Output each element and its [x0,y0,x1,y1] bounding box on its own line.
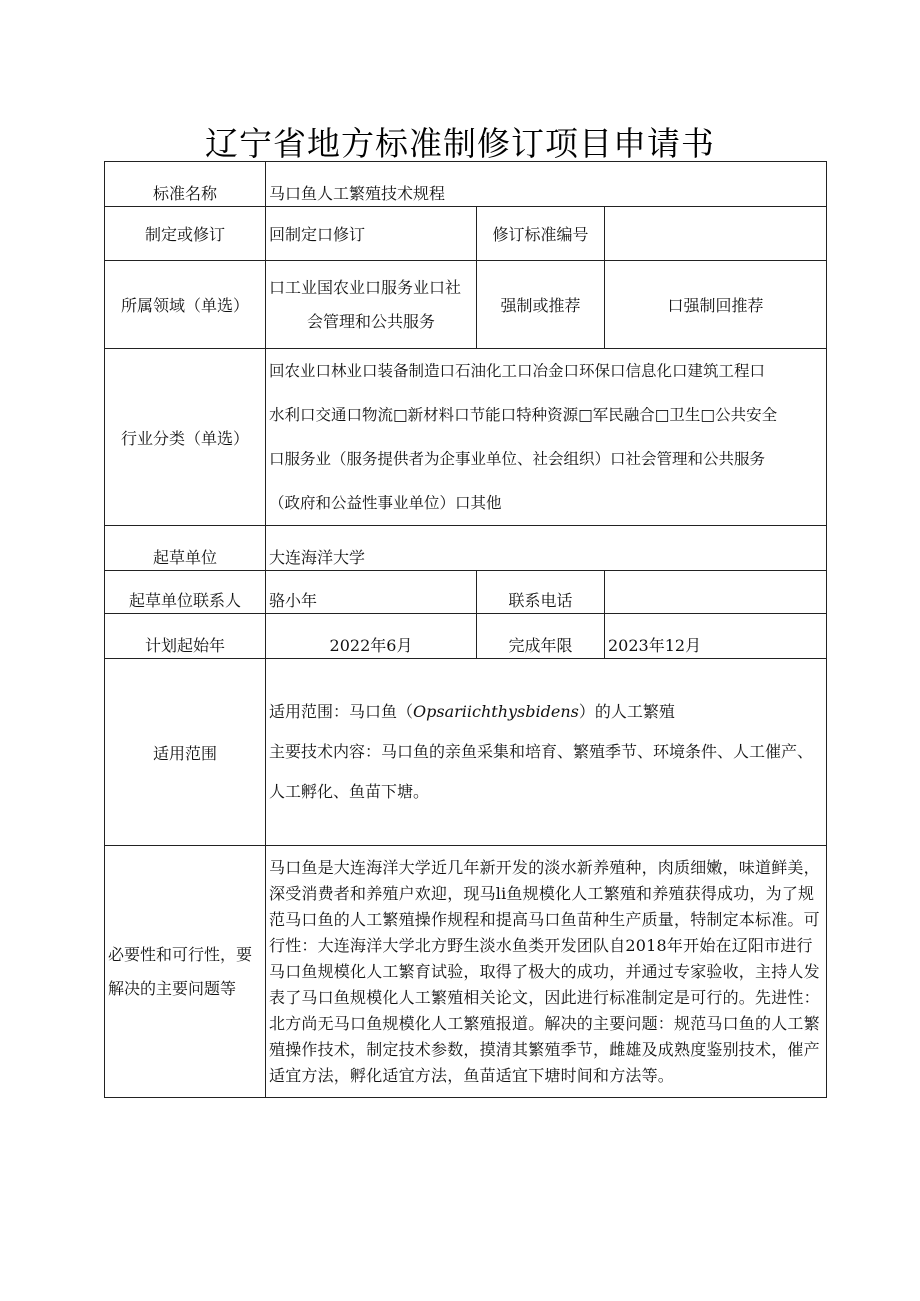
standard-name-value[interactable]: 马口鱼人工繁殖技术规程 [266,162,827,207]
scope-line-1-suffix: ）的人工繁殖 [578,702,675,721]
row-standard-name [105,162,827,207]
deadline-label: 完成年限 [477,614,605,659]
contact-label: 起草单位联系人 [105,571,266,614]
plan-start-label: 计划起始年 [105,614,266,659]
revise-number-label: 修订标准编号 [477,207,605,261]
industry-line-1: 回农业口林业口装备制造口石油化工口冶金口环保口信息化口建筑工程口 [269,362,766,380]
field-label: 所属领域（单选） [105,261,266,349]
scope-line-1 [269,692,823,732]
revise-number-value[interactable] [605,207,827,261]
scope-species-name: Opsariichthysbidens [413,702,579,721]
scope-line-1-prefix: 适用范围：马口鱼（ [269,702,414,721]
industry-label: 行业分类（单选） [105,349,266,526]
industry-options[interactable] [266,349,827,526]
plan-start-value[interactable]: 2022年6月 [266,614,477,659]
establish-or-revise-value[interactable]: 回制定口修订 [266,207,477,261]
contact-value[interactable]: 骆小年 [266,571,477,614]
mandatory-value[interactable]: 口强制回推荐 [605,261,827,349]
drafter-value[interactable]: 大连海洋大学 [266,526,827,571]
standard-name-label: 标准名称 [105,162,266,207]
phone-value[interactable] [605,571,827,614]
field-options-line-1: 口工业国农业口服务业口社 [269,277,462,297]
deadline-value[interactable]: 2023年12月 [605,614,827,659]
field-options[interactable] [266,261,477,349]
establish-or-revise-label: 制定或修订 [105,207,266,261]
row-scope [105,659,827,846]
scope-line-3: 人工孵化、鱼苗下塘。 [269,782,430,801]
necessity-label-line-2: 解决的主要问题等 [108,978,237,998]
scope-line-2: 主要技术内容：马口鱼的亲鱼采集和培育、繁殖季节、环境条件、人工催产、 [269,742,814,761]
necessity-label [105,846,266,1098]
row-establish-or-revise [105,207,827,261]
row-contact [105,571,827,614]
row-industry [105,349,827,526]
industry-line-4: （政府和公益性事业单位）口其他 [269,494,502,512]
field-options-line-2: 会管理和公共服务 [306,311,435,331]
necessity-label-line-1: 必要性和可行性，要 [108,944,253,964]
scope-label: 适用范围 [105,659,266,846]
row-drafter [105,526,827,571]
industry-line-2: 水利口交通口物流□新材料口节能口特种资源□军民融合□卫生□公共安全 [269,406,778,424]
drafter-label: 起草单位 [105,526,266,571]
row-plan [105,614,827,659]
necessity-text[interactable]: 马口鱼是大连海洋大学近几年新开发的淡水新养殖种，肉质细嫩，味道鲜美，深受消费者和养殖户欢迎，现马li鱼规模化人工繁殖和养殖获得成功，为了规范马口鱼的人工繁殖操作规程和提高马口鱼苗种生产质量，特制定本标准。可行性：大连海洋大学北方野生淡水鱼类开发团队自2018年开始在辽阳市进行马口鱼规模化人工繁育试验，取得了极大的成功，并通过专家验收，主持人发表了马口鱼规模化人工繁殖相关论文，因此进行标准制定是可行的。先进性：北方尚无马口鱼规模化人工繁殖报道。解决的主要问题：规范马口鱼的人工繁殖操作技术，制定技术参数，摸清其繁殖季节，雌雄及成熟度鉴别技术，催产适宜方法，孵化适宜方法，鱼苗适宜下塘时间和方法等。 [266,846,827,1098]
application-form-table [104,161,827,1098]
page-title: 辽宁省地方标准制修订项目申请书 [205,124,715,163]
scope-content[interactable] [266,659,827,846]
row-necessity [105,846,827,1098]
industry-line-3: 口服务业（服务提供者为企事业单位、社会组织）口社会管理和公共服务 [269,450,766,468]
row-field [105,261,827,349]
phone-label: 联系电话 [477,571,605,614]
mandatory-label: 强制或推荐 [477,261,605,349]
